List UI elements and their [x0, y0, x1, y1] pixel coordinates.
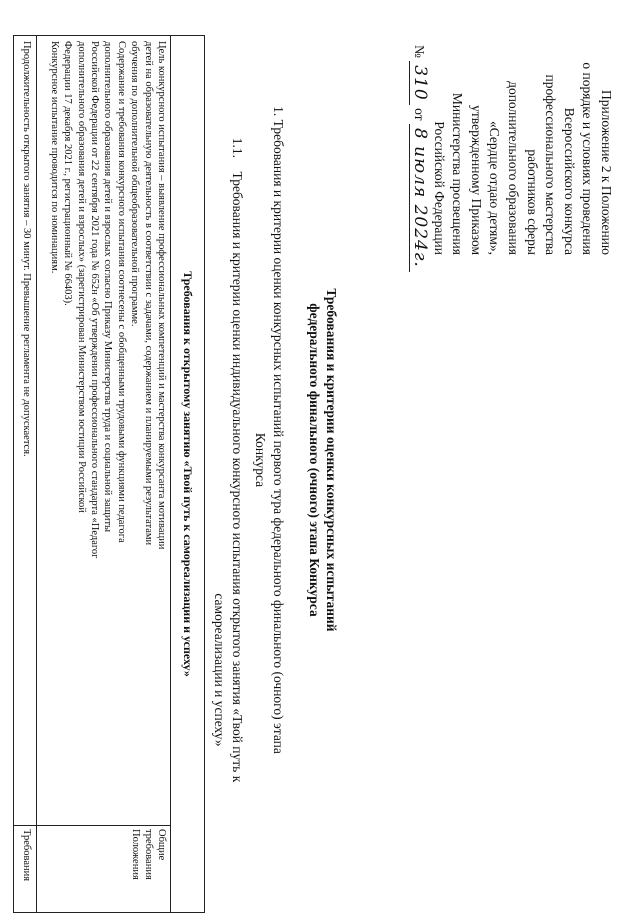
row-label-general	[129, 829, 168, 909]
section-text: Требования и критерии оценки конкурсных испытаний первого тура федерального финального (очного) этапа	[271, 119, 286, 754]
content-line: Российской Федерации от 22 сентября 2021 года № 652н «Об утверждении профессионального стандарта «Педагог	[88, 41, 100, 559]
table-header: Требования к открытому занятию «Твой путь к самореализации и успеху»	[170, 36, 204, 912]
row-label-line: Общие требования	[143, 829, 167, 880]
appendix-line: «Сердце отдаю детям»,	[487, 120, 503, 255]
content-line: дополнительного образования детей и взрослых» (зарегистрирован Министерством юстиции Российской	[75, 41, 87, 513]
section-1-1-heading	[228, 10, 246, 910]
order-prefix: №	[412, 45, 428, 58]
content-line: Цель конкурсного испытания – выявление профессиональных компетенций и мастерства конкурсанта мотивации	[156, 41, 167, 550]
content-line: дополнительного образования детей и взрослых согласно Приказу Министерства труда и социальной защиты	[102, 41, 114, 533]
appendix-line: дополнительного образования	[506, 81, 522, 255]
title-line: федерального финального (очного) этапа Конкурса	[307, 303, 322, 617]
section-text: Требования и критерии оценки индивидуального конкурсного испытания открытого занятия «Твой путь к	[230, 171, 245, 783]
order-date-prefix: от	[412, 108, 428, 121]
section-number: 1.1.	[230, 137, 245, 158]
column-divider	[14, 825, 171, 826]
appendix-line: Российской Федерации	[431, 121, 447, 255]
appendix-line: профессионального мастерства	[543, 74, 559, 255]
content-line: Федерации 17 декабря 2021 г., регистрационный № 66403).	[62, 41, 74, 306]
row-label-line: Положения	[130, 829, 141, 880]
order-date-handwritten: 8 июля 2024г.	[409, 124, 430, 272]
requirements-table	[13, 35, 205, 913]
document-title	[306, 250, 340, 670]
content-line: Содержание и требования конкурсного испытания соотнесены с обобщенными трудовыми функциями педагога	[115, 41, 127, 543]
section-1-heading	[269, 0, 287, 880]
appendix-line: Приложение 2 к Положению	[599, 89, 614, 255]
appendix-line: Всероссийского конкурса	[561, 107, 577, 255]
table-row	[36, 36, 37, 912]
row-label-requirements: Требования	[21, 829, 32, 882]
appendix-line: работников сферы	[524, 149, 540, 255]
order-number-handwritten: 310	[409, 61, 430, 104]
appendix-line: Министерства просвещения	[450, 92, 466, 255]
section-number: 1.	[271, 106, 286, 117]
content-line: Конкурсное испытание проводится по номинациям.	[48, 41, 60, 274]
title-line: Требования и критерии оценки конкурсных испытаний	[324, 288, 339, 632]
appendix-block	[409, 45, 615, 268]
row-content-requirements: Продолжительность открытого занятия – 30 минут. Превышение регламента не допускается.	[21, 41, 32, 457]
order-line	[409, 45, 431, 268]
content-line: обучения по дополнительной общеобразовательной программе.	[129, 41, 141, 327]
section-1-continuation: Конкурса	[253, 432, 268, 488]
content-line: детей на образовательную деятельность в соответствии с задачами, содержанием и планируемыми результатами	[142, 41, 154, 546]
appendix-line: о порядке и условиях проведения	[580, 62, 596, 255]
appendix-line: утвержденному Приказом	[468, 105, 484, 255]
section-1-1-continuation: самореализации и успеху»	[212, 593, 227, 747]
row-content-general	[47, 41, 168, 821]
